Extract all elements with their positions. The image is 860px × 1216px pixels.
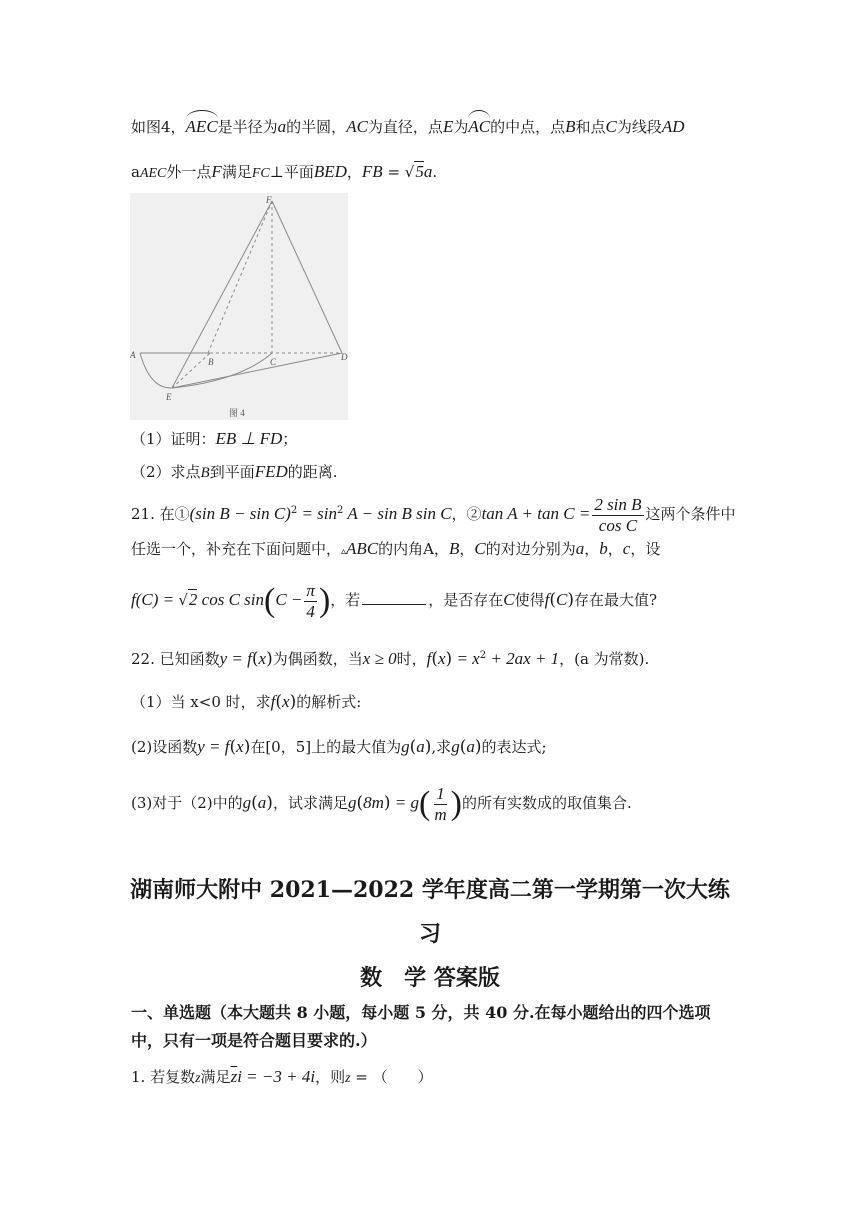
text: ，(a 为常数). [559, 650, 650, 668]
edge-fd [272, 201, 342, 353]
text: 的解析式: [296, 693, 362, 711]
arc-ac: AC [468, 117, 491, 136]
var-f: f [544, 590, 550, 609]
var-b: B [565, 117, 576, 136]
answer-subtitle: 数 学 答案版 [360, 965, 500, 991]
edge-ed [172, 353, 342, 388]
var-a: a [575, 539, 585, 558]
label-b: B [208, 357, 214, 367]
var-c: C [503, 590, 515, 609]
denominator: m [434, 804, 447, 824]
math: EB ⊥ FD [215, 429, 283, 448]
var-fed: FED [254, 462, 288, 481]
var-b-lower: b [599, 539, 608, 558]
figure-4 [130, 193, 348, 420]
var-f: F [211, 162, 222, 181]
var-z-conjugate: $\overline{z}$ [230, 1067, 238, 1086]
text: . [432, 163, 438, 181]
math: cos C sin [197, 590, 265, 609]
label-c: C [270, 357, 277, 367]
text: (2)设函数 [131, 738, 198, 756]
numerator: π [306, 580, 315, 600]
sqrt-symbol: √ [178, 591, 188, 609]
edge-fe [172, 201, 272, 388]
text: 的半圆， [286, 118, 347, 136]
text: a [131, 163, 140, 181]
q22-part-3: (3)对于（2)中的g(a)，试求满足g(8m) = g( $\frac{1}{m}$ )的所有实数成的取值集合. [131, 783, 632, 824]
text: （1）证明： [131, 430, 216, 448]
arc-aec: AEC [185, 117, 218, 136]
sqrt-symbol: √ [404, 163, 415, 181]
denominator: cos C [598, 515, 638, 535]
text: 外一点 [166, 163, 212, 181]
text: 满足 [200, 1068, 231, 1086]
math: 8m [363, 793, 384, 812]
text: 为 [453, 118, 469, 136]
exponent: 2 [479, 650, 487, 661]
var-bed: BED [313, 162, 347, 181]
text: 平面 [283, 163, 314, 181]
text: 的对边分别为 [485, 540, 576, 558]
var-abc: ABC [346, 539, 379, 558]
var-c-lower: c [622, 539, 631, 558]
var-x: x [282, 692, 290, 711]
semicircle-ae [140, 353, 172, 388]
text: 为线段 [616, 118, 662, 136]
math: + 2ax + 1 [486, 649, 560, 668]
text: ，则 [315, 1068, 346, 1086]
math: i = −3 + 4i [237, 1067, 316, 1086]
q21-line-2 [131, 538, 660, 563]
var-b: B [449, 539, 460, 558]
var-g: g [347, 793, 357, 812]
math: y = f [197, 737, 230, 756]
var-a: a [277, 117, 287, 136]
question-number: 21. 在① [131, 505, 190, 523]
text: ， [346, 163, 362, 181]
text: 满足 [221, 163, 252, 181]
var-g: g [451, 737, 460, 756]
text: ， [459, 540, 475, 558]
text: ，试求满足 [272, 794, 348, 812]
math: f(C) = [131, 590, 179, 609]
text: 这两个条件中 [645, 505, 736, 523]
text: ，② [451, 505, 482, 523]
answer-title-line-1: 湖南师大附中 2021—2022 学年度高二第一学期第一次大练 [130, 877, 730, 903]
text: 的距离. [287, 463, 338, 481]
text: 使得 [514, 591, 545, 609]
answer-blank[interactable] [362, 588, 426, 605]
problem-intro-line-2 [131, 161, 437, 185]
var-b: B [200, 465, 210, 481]
text: ； [282, 430, 298, 448]
q21-line-1 [131, 491, 736, 536]
text: ,求 [431, 738, 452, 756]
text: （2）求点 [131, 463, 201, 481]
answer-q1 [131, 1066, 433, 1090]
sqrt-value: 5 [415, 162, 424, 181]
math: C − [275, 590, 303, 609]
label-d: D [341, 352, 348, 362]
var-c: C [605, 117, 617, 136]
text: = （ ） [350, 1068, 433, 1086]
text: ，是否存在 [428, 591, 504, 609]
fraction-1-m [432, 784, 448, 825]
math: = x [452, 649, 480, 668]
math: y = f [219, 649, 252, 668]
text: 任选一个，补充在下面问题中， [131, 540, 342, 558]
text: ，若 [330, 591, 361, 609]
var-f: f [270, 692, 276, 711]
text: 的所有实数成的取值集合. [461, 794, 632, 812]
math: = sin [297, 504, 338, 523]
question-number: 22. 已知函数 [131, 650, 220, 668]
var-e: E [442, 117, 454, 136]
label-a: A [130, 350, 136, 360]
var-a: a [257, 793, 267, 812]
q21-line-3: f(C) = √2 cos C sin(C − $\frac{\pi}{4}$ )，若 ，是否存在C使得f(C)存在最大值? [131, 580, 658, 621]
figure-caption: 图 4 [229, 408, 245, 418]
denominator: 4 [306, 601, 315, 621]
paren-left: ( [264, 582, 276, 619]
math: (sin B − sin C) [189, 504, 291, 523]
section-heading: 一、单选题（本大题共 8 小题，每小题 5 分，共 40 分.在每小题给出的四个选项中，只有一项是符合题目要求的.） [131, 1003, 711, 1050]
var-c: C [556, 590, 568, 609]
answer-title-line-2: 习 [418, 921, 441, 947]
text: 为直径，点 [367, 118, 443, 136]
sqrt-value: 2 [188, 590, 198, 609]
text: 如图4， [131, 118, 186, 136]
var-f: f [426, 649, 432, 668]
paren-left: ( [419, 785, 431, 822]
numerator: 1 [436, 783, 445, 803]
q22-part-2: (2)设函数y = f(x)在[0，5]上的最大值为g(a),求g(a)的表达式; [131, 737, 547, 757]
text: （1）当 x<0 时，求 [131, 693, 271, 711]
text: 存在最大值? [574, 591, 658, 609]
fraction-pi-4 [304, 581, 317, 622]
text: 是半径为 [217, 118, 278, 136]
math: A − sin B sin C [343, 504, 452, 523]
var-g: g [401, 737, 410, 756]
text: 的中点，点 [490, 118, 566, 136]
label-e: E [166, 392, 172, 402]
q20-part-1 [131, 428, 297, 450]
text: ，设 [630, 540, 661, 558]
text: 的内角A， [378, 540, 449, 558]
fraction [592, 495, 643, 536]
var-ad: AD [661, 117, 685, 136]
figure-4-drawing [130, 193, 348, 420]
var-a: a [416, 737, 425, 756]
exponent: 2 [290, 505, 298, 516]
var-a: a [466, 737, 475, 756]
paren-right: ) [318, 582, 331, 619]
numerator: 2 sin B [594, 494, 642, 514]
perp-symbol: ⊥ [269, 163, 284, 181]
text: ， [584, 540, 600, 558]
var-x: x [438, 649, 446, 668]
text: 时， [396, 650, 427, 668]
var-g: g [242, 793, 252, 812]
var-aec: AEC [139, 166, 167, 181]
var-ac: AC [346, 117, 368, 136]
var-x: x [258, 649, 267, 668]
edge-fb [208, 201, 272, 353]
exponent: 2 [337, 505, 344, 516]
text: 在[0，5]上的最大值为 [250, 738, 402, 756]
text: 和点 [575, 118, 606, 136]
math: = g [390, 793, 419, 812]
var-fc: FC [251, 166, 270, 181]
var-x: x [236, 737, 244, 756]
var-c: C [474, 539, 486, 558]
var-z: z [345, 1071, 351, 1086]
label-f: F [266, 195, 272, 205]
text: 的表达式; [481, 738, 547, 756]
var-z: z [195, 1071, 201, 1086]
problem-intro-line-1 [131, 116, 685, 138]
var-a: a [423, 162, 433, 181]
paren-right: ) [450, 785, 462, 822]
q22-part-1: （1）当 x<0 时，求f(x)的解析式: [131, 692, 362, 712]
text: ， [607, 540, 623, 558]
text: (3)对于（2)中的 [131, 794, 243, 812]
triangle-symbol: ▵ [341, 546, 347, 557]
math: tan A + tan C = [481, 504, 591, 523]
question-number: 1. 若复数 [131, 1068, 196, 1086]
q22-line-1: 22. 已知函数y = f(x)为偶函数，当x ≥ 0时，$f(x) = x^2 + 2ax + 1$，(a 为常数). [131, 649, 650, 669]
math: x ≥ 0 [362, 649, 397, 668]
text: 到平面 [209, 463, 255, 481]
var-fb: FB [361, 162, 383, 181]
q20-part-2 [131, 461, 338, 484]
equals: = [382, 163, 405, 181]
text: 为偶函数，当 [272, 650, 363, 668]
